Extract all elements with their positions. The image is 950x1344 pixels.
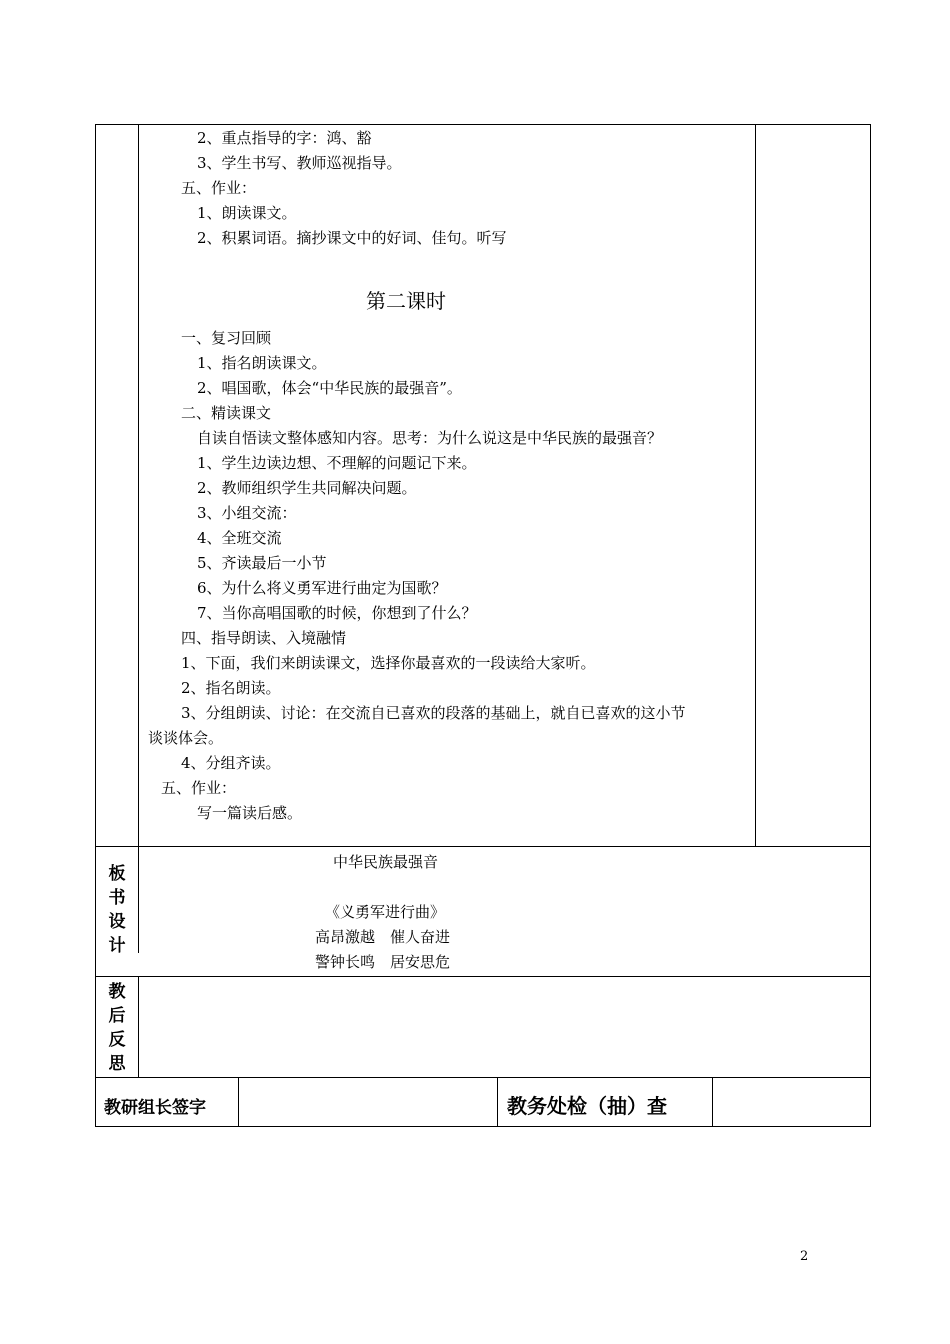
table-divider <box>138 976 139 1078</box>
table-divider <box>497 1077 498 1127</box>
lesson-line: 1、指名朗读课文。 <box>197 354 327 372</box>
lesson-line: 3、分组朗读、讨论：在交流自已喜欢的段落的基础上，就自已喜欢的这小节 <box>181 704 686 722</box>
lesson-line: 4、全班交流 <box>197 529 282 547</box>
board-line: 高昂激越 催人奋进 <box>315 928 451 946</box>
board-subtitle: 《义勇军进行曲》 <box>325 903 446 921</box>
office-check-label: 教务处检（抽）查 <box>507 1094 667 1118</box>
table-divider <box>95 976 871 977</box>
board-design-label: 板 书 设 计 <box>108 864 126 956</box>
lesson-line: 五、作业： <box>181 179 257 197</box>
page-number: 2 <box>800 1249 809 1264</box>
table-divider <box>138 124 139 953</box>
group-leader-signature-label: 教研组长签字 <box>104 1098 206 1118</box>
table-divider <box>755 124 756 846</box>
lesson-line: 2、指名朗读。 <box>181 679 281 697</box>
table-divider <box>95 846 871 847</box>
lesson-line: 2、唱国歌，体会“中华民族的最强音”。 <box>197 379 462 397</box>
lesson-line: 四、指导朗读、入境融情 <box>181 629 347 647</box>
table-divider <box>712 1077 713 1127</box>
lesson-line: 2、积累词语。摘抄课文中的好词、佳句。听写 <box>197 229 507 247</box>
lesson-line: 1、下面，我们来朗读课文，选择你最喜欢的一段读给大家听。 <box>181 654 596 672</box>
lesson-line: 写一篇读后感。 <box>197 804 303 822</box>
reflection-label: 教 后 反 思 <box>108 982 126 1074</box>
lesson-line: 2、教师组织学生共同解决问题。 <box>197 479 417 497</box>
group-leader-signature-field[interactable] <box>240 1079 496 1125</box>
section-heading: 第二课时 <box>366 289 446 313</box>
board-title: 中华民族最强音 <box>333 853 439 871</box>
lesson-line: 自读自悟读文整体感知内容。思考：为什么说这是中华民族的最强音？ <box>197 429 663 447</box>
lesson-line: 1、学生边读边想、不理解的问题记下来。 <box>197 454 477 472</box>
lesson-line: 5、齐读最后一小节 <box>197 554 327 572</box>
lesson-line: 6、为什么将义勇军进行曲定为国歌？ <box>197 579 447 597</box>
lesson-line: 一、复习回顾 <box>181 329 272 347</box>
lesson-line: 1、朗读课文。 <box>197 204 297 222</box>
lesson-line: 2、重点指导的字：鸿、豁 <box>197 129 372 147</box>
table-divider <box>238 1077 239 1127</box>
office-check-field[interactable] <box>714 1079 870 1125</box>
lesson-line: 五、作业： <box>161 779 237 797</box>
lesson-line: 二、精读课文 <box>181 404 272 422</box>
lesson-line: 4、分组齐读。 <box>181 754 281 772</box>
lesson-line: 谈谈体会。 <box>148 729 224 747</box>
lesson-line: 3、学生书写、教师巡视指导。 <box>197 154 402 172</box>
lesson-line: 7、当你高唱国歌的时候，你想到了什么？ <box>197 604 477 622</box>
lesson-line: 3、小组交流： <box>197 504 297 522</box>
board-line: 警钟长鸣 居安思危 <box>315 953 451 971</box>
table-divider <box>95 1077 871 1078</box>
